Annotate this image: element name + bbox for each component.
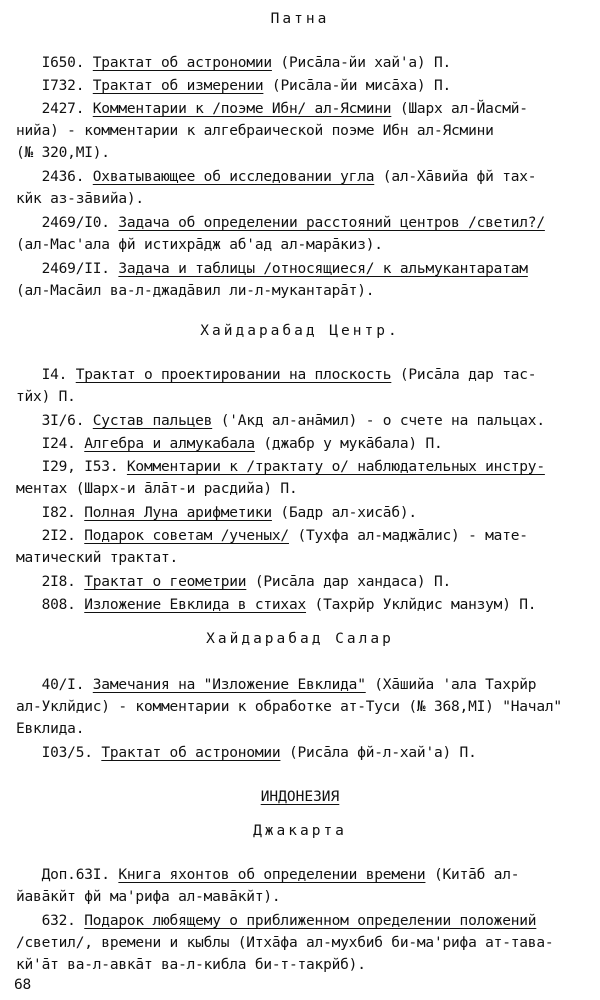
- entry-num: I732.: [41, 78, 85, 94]
- entry-num: 2I2.: [41, 528, 76, 544]
- section-heading-patna: Патна: [270, 11, 330, 27]
- entry-cont: (ал-Мас'ала фй истихрāдж аб'ад ал-марāкиз).: [16, 237, 383, 253]
- entry-title: Трактат о геометрии: [84, 574, 247, 590]
- entry-title: Задача об определении расстояний центров /светил?/: [118, 215, 545, 231]
- entry-title: Замечания на "Изложение Евклида": [92, 677, 366, 693]
- entry-rest: (Тухфа ал-маджāлис) - мате-: [288, 528, 528, 544]
- entry-title: Комментарии к /трактату о/ наблюдательных инстру-: [126, 459, 545, 475]
- entry-hc-31-6: [16, 410, 588, 432]
- entry-num: 2436.: [41, 169, 85, 185]
- entry-rest: ('Акд ал-анāмил) - о счете на пальцах.: [212, 413, 545, 429]
- entry-cont: (ал-Масāил ва-л-джадāвил ли-л-мукантарāт).: [16, 283, 375, 299]
- entry-rest: (Рисāла-йи хай'а) П.: [271, 55, 452, 71]
- entry-jk-631: [16, 864, 588, 908]
- entry-cont: кй'āт ва-л-авкāт ва-л-кибла би-т-такрйб).: [16, 957, 366, 973]
- entry-cont: матический трактат.: [16, 550, 179, 566]
- entry-num: 2I8.: [41, 574, 76, 590]
- entry-rest: (Рисāла дар хандаса) П.: [246, 574, 452, 590]
- page-number: 68: [14, 977, 32, 993]
- entry-num: I82.: [41, 505, 76, 521]
- entry-title: Изложение Евклида в стихах: [84, 597, 307, 613]
- entry-title: Алгебра и алмукабала: [84, 436, 255, 452]
- entry-patna-1650: [16, 52, 588, 74]
- entry-title: Трактат о проектировании на плоскость: [75, 367, 392, 383]
- entry-hc-212: [16, 525, 588, 569]
- entry-rest: (джабр у мукāбала) П.: [254, 436, 443, 452]
- entry-cont: ментах (Шарх-и āлāт-и расдийа) П.: [16, 481, 298, 497]
- entry-hc-182: [16, 502, 588, 524]
- entry-hc-808: [16, 594, 588, 616]
- entry-num: I24.: [41, 436, 76, 452]
- entry-num: 40/I.: [41, 677, 85, 693]
- entry-patna-2427: [16, 98, 588, 164]
- entry-hs-103-5: [16, 742, 588, 764]
- entry-num: I4.: [41, 367, 68, 383]
- entry-rest: (Тахрйр Уклйдис манзум) П.: [306, 597, 537, 613]
- entry-jk-632: [16, 910, 588, 976]
- entry-title: Сустав пальцев: [92, 413, 213, 429]
- entry-title: Полная Луна арифметики: [84, 505, 272, 521]
- entry-hc-124: [16, 433, 588, 455]
- entry-num: 632.: [41, 913, 76, 929]
- entry-num: 2469/II.: [41, 261, 110, 277]
- entry-cont: (№ 320,МI).: [16, 145, 110, 161]
- entry-num: 808.: [41, 597, 76, 613]
- section-heading-hyderabad-salar: Хайдарабад Салар: [206, 631, 394, 647]
- entry-cont: тйх) П.: [16, 389, 76, 405]
- entry-patna-2436: [16, 166, 588, 210]
- entry-title: Подарок любящему о приближенном определении положений: [84, 913, 537, 929]
- entry-cont: кйк аз-зāвийа).: [16, 191, 144, 207]
- entry-title: Книга яхонтов об определении времени: [118, 867, 426, 883]
- entry-hs-40-1: [16, 674, 588, 740]
- entry-hc-129-153: [16, 456, 588, 500]
- entry-patna-1732: [16, 75, 588, 97]
- section-heading-jakarta: Джакарта: [253, 823, 347, 839]
- entry-title: Комментарии к /поэме Ибн/ ал-Ясмини: [92, 101, 392, 117]
- entry-cont: ал-Уклйдис) - комментарии к обработке ат-Туси (№ 368,МI) "Начал": [16, 699, 562, 715]
- entry-patna-2469-11: [16, 258, 588, 302]
- entry-num: 2469/I0.: [41, 215, 110, 231]
- entry-rest: (Рисāла дар тас-: [391, 367, 537, 383]
- entry-title: Подарок советам /ученых/: [84, 528, 289, 544]
- entry-num: 2427.: [41, 101, 85, 117]
- entry-num: I03/5.: [41, 745, 93, 761]
- entry-hc-14: [16, 364, 588, 408]
- entry-rest: (Рисāла фй-л-хай'а) П.: [280, 745, 477, 761]
- entry-cont: йавāкйт фй ма'рифа ал-мавāкйт).: [16, 889, 281, 905]
- entry-title: Трактат об астрономии: [101, 745, 281, 761]
- entry-num: I650.: [41, 55, 85, 71]
- entry-title: Охватывающее об исследовании угла: [92, 169, 375, 185]
- entry-rest: (Шарх ал-Йасмй-: [391, 101, 528, 117]
- section-heading-hyderabad-center: Хайдарабад Центр.: [200, 323, 400, 339]
- entry-num: Доп.63I.: [41, 867, 110, 883]
- entry-cont: /светил/, времени и кыблы (Итхāфа ал-мухбиб би-ма'рифа ат-тава-: [16, 935, 554, 951]
- entry-hc-218: [16, 571, 588, 593]
- entry-cont: нийа) - комментарии к алгебраической поэме Ибн ал-Ясмини: [16, 123, 494, 139]
- entry-num: 3I/6.: [41, 413, 85, 429]
- entry-title: Трактат об измерении: [92, 78, 264, 94]
- entry-rest: (Рисāла-йи мисāха) П.: [263, 78, 452, 94]
- entry-title: Трактат об астрономии: [92, 55, 272, 71]
- section-heading-indonesia: ИНДОНЕЗИЯ: [260, 789, 340, 805]
- entry-rest: (ал-Хāвийа фй тах-: [374, 169, 537, 185]
- entry-patna-2469-10: [16, 212, 588, 256]
- entry-title: Задача и таблицы /относящиеся/ к альмукантаратам: [118, 261, 528, 277]
- entry-cont: Евклида.: [16, 721, 85, 737]
- entry-rest: (Бадр ал-хисāб).: [271, 505, 417, 521]
- entry-rest: (Китāб ал-: [425, 867, 520, 883]
- entry-rest: (Хāшийа 'ала Тахрйр: [365, 677, 537, 693]
- entry-num: I29, I53.: [41, 459, 119, 475]
